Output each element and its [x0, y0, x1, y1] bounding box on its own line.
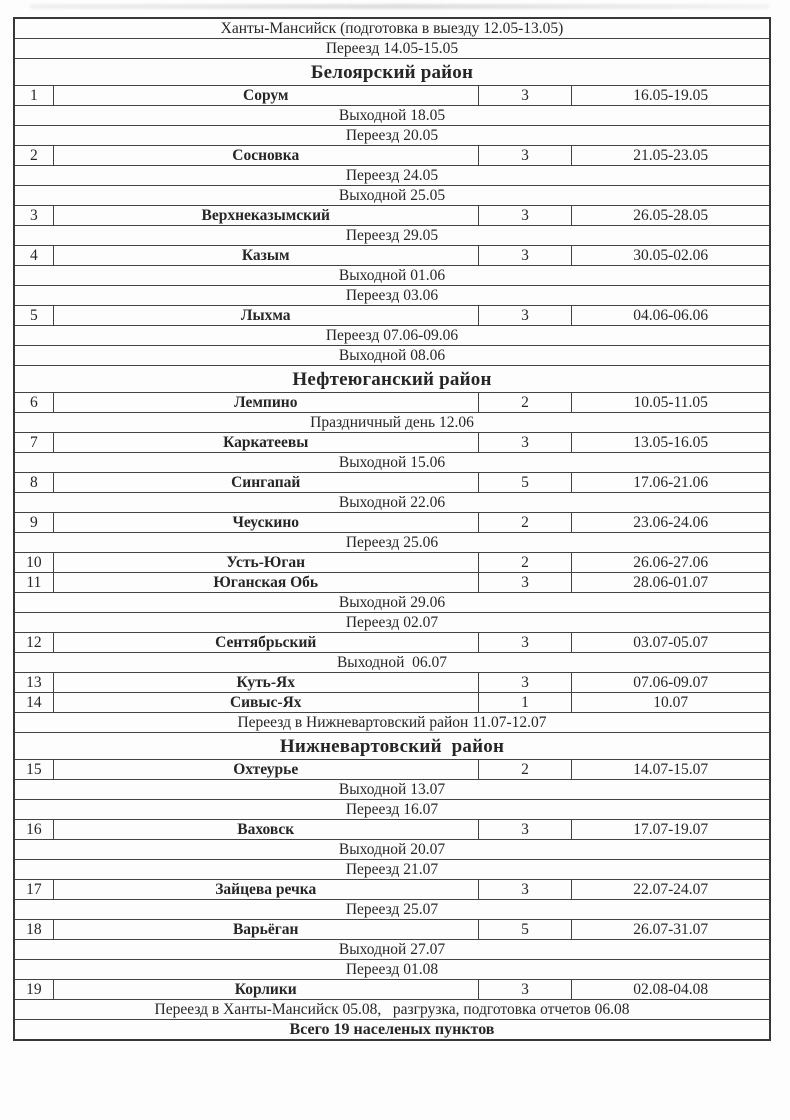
note-cell: Переезд 24.05: [14, 166, 770, 186]
row-number-cell: 7: [14, 433, 53, 453]
dates-cell: 17.07-19.07: [572, 820, 770, 840]
note-row: [14, 346, 770, 366]
settlement-row: [14, 393, 770, 413]
note-cell: Выходной 08.06: [14, 346, 770, 366]
note-cell: Переезд 29.05: [14, 226, 770, 246]
settlement-name-cell: Усть-Юган: [53, 553, 478, 573]
district-header-row: [14, 366, 770, 393]
row-number-cell: 19: [14, 980, 53, 1000]
settlement-name-cell: Варьёган: [53, 920, 478, 940]
dates-cell: 16.05-19.05: [572, 86, 770, 106]
dates-cell: 17.06-21.06: [572, 473, 770, 493]
settlement-name-cell: Сингапай: [53, 473, 478, 493]
note-row: [14, 226, 770, 246]
note-cell: Переезд 25.07: [14, 900, 770, 920]
row-number-cell: 11: [14, 573, 53, 593]
note-cell: Переезд 20.05: [14, 126, 770, 146]
note-row: [14, 326, 770, 346]
note-cell: Выходной 01.06: [14, 266, 770, 286]
note-row: [14, 653, 770, 673]
dates-cell: 26.07-31.07: [572, 920, 770, 940]
row-number-cell: 8: [14, 473, 53, 493]
days-count-cell: 1: [478, 693, 572, 713]
dates-cell: 07.06-09.07: [572, 673, 770, 693]
days-count-cell: 3: [478, 86, 572, 106]
row-number-cell: 10: [14, 553, 53, 573]
settlement-row: [14, 246, 770, 266]
note-row: [14, 940, 770, 960]
row-number-cell: 6: [14, 393, 53, 413]
dates-cell: 02.08-04.08: [572, 980, 770, 1000]
settlement-name-cell: Сентябрьский: [53, 633, 478, 653]
district-header-cell: Белоярский район: [14, 59, 770, 86]
note-cell: Выходной 29.06: [14, 593, 770, 613]
row-number-cell: 9: [14, 513, 53, 533]
dates-cell: 21.05-23.05: [572, 146, 770, 166]
note-row: [14, 613, 770, 633]
dates-cell: 10.07: [572, 693, 770, 713]
days-count-cell: 3: [478, 433, 572, 453]
settlement-row: [14, 980, 770, 1000]
scan-artifact: [30, 4, 770, 9]
settlement-row: [14, 573, 770, 593]
settlement-row: [14, 553, 770, 573]
days-count-cell: 3: [478, 146, 572, 166]
note-row: [14, 860, 770, 880]
note-cell: Переезд в Ханты-Мансийск 05.08, разгрузка, подготовка отчетов 06.08: [14, 1000, 770, 1020]
settlement-name-cell: Сорум: [53, 86, 478, 106]
note-row: [14, 266, 770, 286]
row-number-cell: 18: [14, 920, 53, 940]
dates-cell: 22.07-24.07: [572, 880, 770, 900]
note-row: [14, 780, 770, 800]
dates-cell: 13.05-16.05: [572, 433, 770, 453]
note-row: [14, 900, 770, 920]
settlement-row: [14, 146, 770, 166]
note-cell: Переезд 21.07: [14, 860, 770, 880]
settlement-name-cell: Ваховск: [53, 820, 478, 840]
settlement-name-cell: Верхнеказымский: [53, 206, 478, 226]
days-count-cell: 2: [478, 393, 572, 413]
settlement-row: [14, 920, 770, 940]
district-header-row: [14, 59, 770, 86]
days-count-cell: 3: [478, 206, 572, 226]
note-row: [14, 840, 770, 860]
note-cell: Выходной 18.05: [14, 106, 770, 126]
settlement-row: [14, 673, 770, 693]
district-header-cell: Нижневартовский район: [14, 733, 770, 760]
note-cell: Выходной 22.06: [14, 493, 770, 513]
note-row: [14, 106, 770, 126]
settlement-row: [14, 433, 770, 453]
settlement-name-cell: Зайцева речка: [53, 880, 478, 900]
settlement-name-cell: Лемпино: [53, 393, 478, 413]
note-row: [14, 186, 770, 206]
note-cell: Переезд 16.07: [14, 800, 770, 820]
note-cell: Выходной 15.06: [14, 453, 770, 473]
days-count-cell: 3: [478, 980, 572, 1000]
row-number-cell: 15: [14, 760, 53, 780]
row-number-cell: 2: [14, 146, 53, 166]
note-cell: Переезд 01.08: [14, 960, 770, 980]
dates-cell: 03.07-05.07: [572, 633, 770, 653]
settlement-name-cell: Сосновка: [53, 146, 478, 166]
dates-cell: 23.06-24.06: [572, 513, 770, 533]
settlement-name-cell: Сивыс-Ях: [53, 693, 478, 713]
days-count-cell: 3: [478, 306, 572, 326]
note-row: [14, 166, 770, 186]
row-number-cell: 1: [14, 86, 53, 106]
settlement-row: [14, 693, 770, 713]
days-count-cell: 3: [478, 573, 572, 593]
settlement-name-cell: Куть-Ях: [53, 673, 478, 693]
note-cell: Выходной 13.07: [14, 780, 770, 800]
days-count-cell: 5: [478, 920, 572, 940]
days-count-cell: 3: [478, 880, 572, 900]
days-count-cell: 3: [478, 820, 572, 840]
settlement-row: [14, 513, 770, 533]
note-cell: Переезд 03.06: [14, 286, 770, 306]
note-row: [14, 286, 770, 306]
dates-cell: 14.07-15.07: [572, 760, 770, 780]
settlement-name-cell: Чеускино: [53, 513, 478, 533]
note-row: [14, 800, 770, 820]
note-row: [14, 713, 770, 733]
total-cell: Всего 19 населеных пунктов: [14, 1020, 770, 1041]
note-cell: Праздничный день 12.06: [14, 413, 770, 433]
row-number-cell: 4: [14, 246, 53, 266]
settlement-name-cell: Охтеурье: [53, 760, 478, 780]
note-cell: Переезд в Нижневартовский район 11.07-12.07: [14, 713, 770, 733]
settlement-row: [14, 820, 770, 840]
note-row: [14, 493, 770, 513]
title-row: [14, 18, 770, 39]
days-count-cell: 3: [478, 633, 572, 653]
settlement-row: [14, 633, 770, 653]
dates-cell: 26.06-27.06: [572, 553, 770, 573]
dates-cell: 30.05-02.06: [572, 246, 770, 266]
note-row: [14, 126, 770, 146]
schedule-table: [13, 17, 771, 1041]
settlement-row: [14, 86, 770, 106]
note-row: [14, 593, 770, 613]
note-row: [14, 1000, 770, 1020]
note-cell: Переезд 07.06-09.06: [14, 326, 770, 346]
settlement-row: [14, 880, 770, 900]
dates-cell: 10.05-11.05: [572, 393, 770, 413]
schedule-table-body: [14, 18, 770, 1040]
note-cell: Переезд 25.06: [14, 533, 770, 553]
dates-cell: 04.06-06.06: [572, 306, 770, 326]
note-cell: Выходной 25.05: [14, 186, 770, 206]
settlement-name-cell: Казым: [53, 246, 478, 266]
dates-cell: 26.05-28.05: [572, 206, 770, 226]
note-cell: Выходной 06.07: [14, 653, 770, 673]
district-header-row: [14, 733, 770, 760]
note-row: [14, 453, 770, 473]
settlement-row: [14, 473, 770, 493]
dates-cell: 28.06-01.07: [572, 573, 770, 593]
note-cell: Выходной 20.07: [14, 840, 770, 860]
note-row: [14, 413, 770, 433]
days-count-cell: 2: [478, 553, 572, 573]
settlement-name-cell: Каркатеевы: [53, 433, 478, 453]
row-number-cell: 16: [14, 820, 53, 840]
row-number-cell: 17: [14, 880, 53, 900]
row-number-cell: 13: [14, 673, 53, 693]
row-number-cell: 12: [14, 633, 53, 653]
days-count-cell: 5: [478, 473, 572, 493]
note-row: [14, 533, 770, 553]
settlement-row: [14, 760, 770, 780]
note-row: [14, 960, 770, 980]
settlement-row: [14, 206, 770, 226]
row-number-cell: 3: [14, 206, 53, 226]
days-count-cell: 3: [478, 246, 572, 266]
settlement-row: [14, 306, 770, 326]
total-row: [14, 1020, 770, 1041]
note-cell: Переезд 02.07: [14, 613, 770, 633]
district-header-cell: Нефтеюганский район: [14, 366, 770, 393]
settlement-name-cell: Корлики: [53, 980, 478, 1000]
city-title-cell: Ханты-Мансийск (подготовка в выезду 12.05-13.05): [14, 18, 770, 39]
days-count-cell: 3: [478, 673, 572, 693]
note-cell: Выходной 27.07: [14, 940, 770, 960]
days-count-cell: 2: [478, 760, 572, 780]
settlement-name-cell: Лыхма: [53, 306, 478, 326]
settlement-name-cell: Юганская Обь: [53, 573, 478, 593]
note-row: [14, 39, 770, 59]
row-number-cell: 5: [14, 306, 53, 326]
days-count-cell: 2: [478, 513, 572, 533]
row-number-cell: 14: [14, 693, 53, 713]
note-cell: Переезд 14.05-15.05: [14, 39, 770, 59]
